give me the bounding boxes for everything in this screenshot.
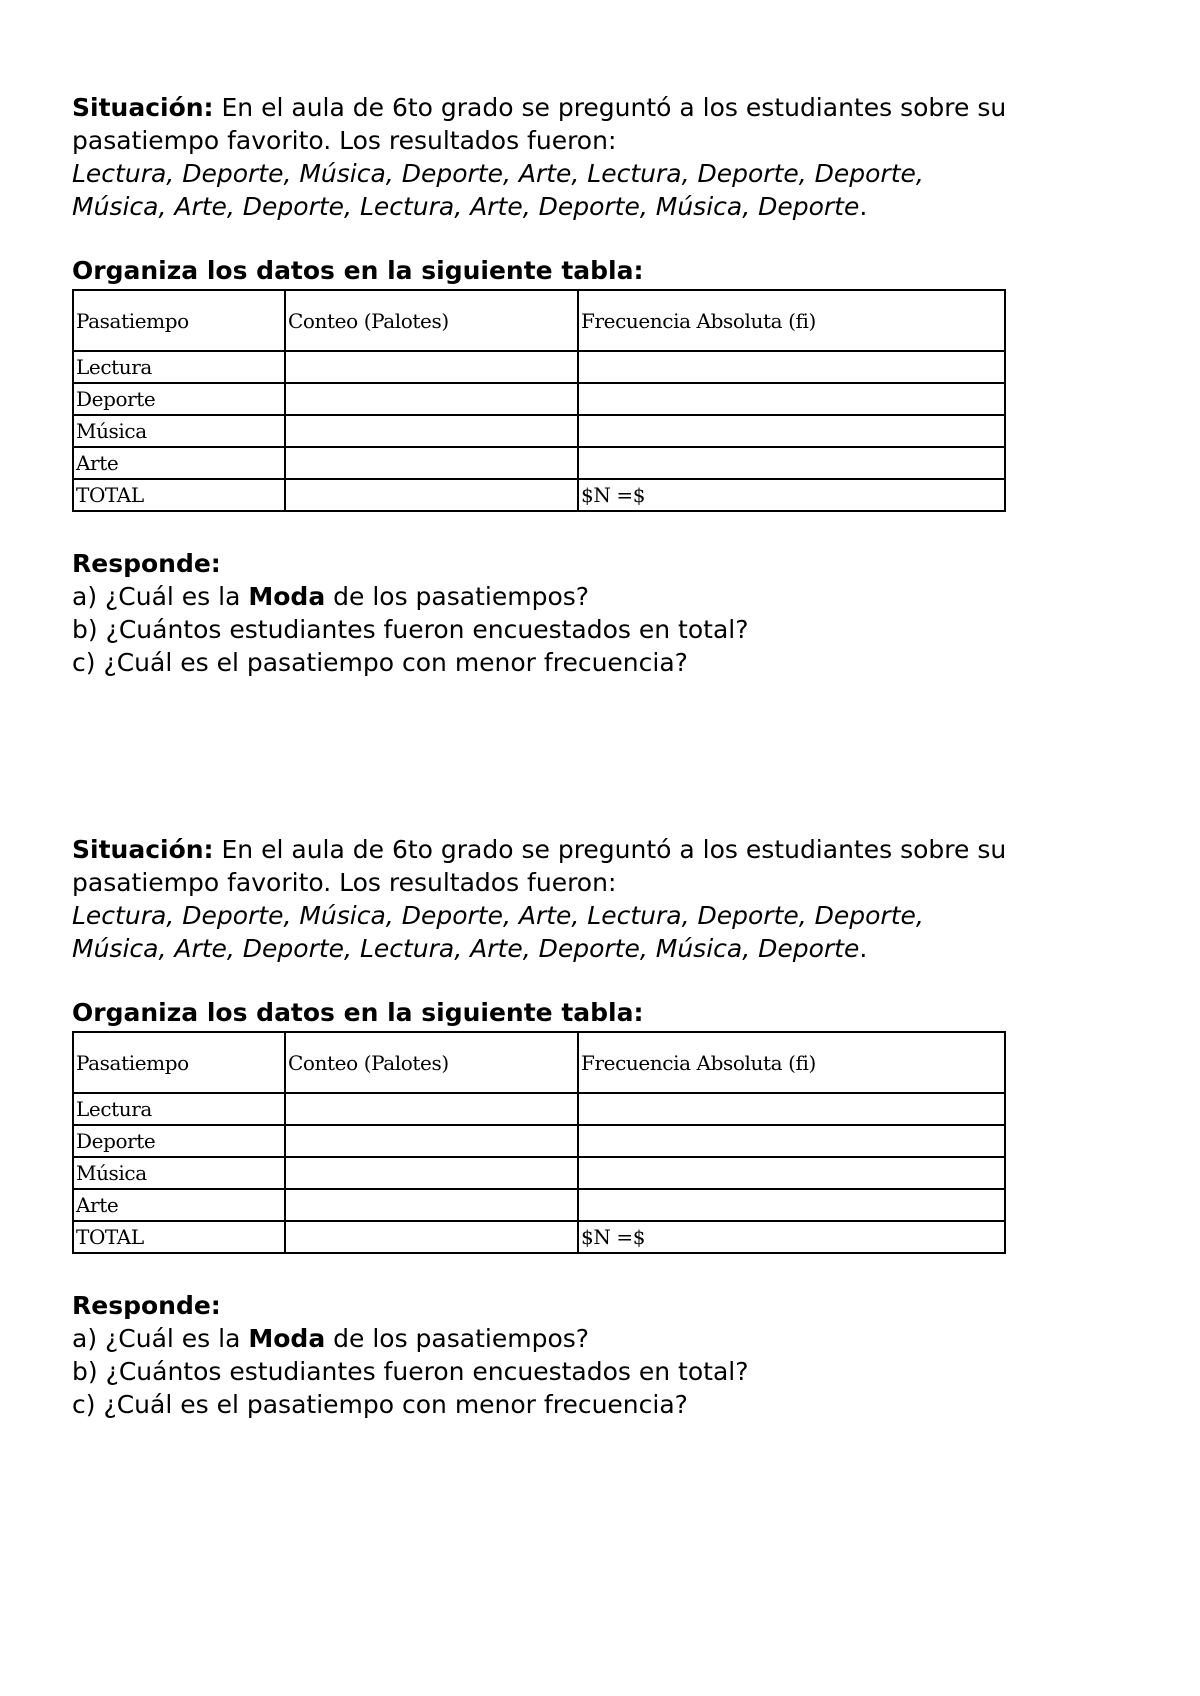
situation-label: Situación: xyxy=(72,835,214,864)
conteo-cell[interactable] xyxy=(285,1189,578,1221)
question-a-bold: Moda xyxy=(248,582,326,611)
situation-paragraph xyxy=(72,91,1006,223)
question-c: c) ¿Cuál es el pasatiempo con menor frecuencia? xyxy=(72,1390,688,1419)
respond-label: Responde: xyxy=(72,1291,221,1320)
frecuencia-cell[interactable] xyxy=(578,447,1005,479)
questions-section xyxy=(72,1289,749,1421)
header-pasatiempo: Pasatiempo xyxy=(73,290,285,351)
row-label: Arte xyxy=(73,447,285,479)
row-label: TOTAL xyxy=(73,1221,285,1253)
data-list-line1: Lectura, Deporte, Música, Deporte, Arte, Lectura, Deporte, Deporte, xyxy=(72,901,924,930)
table-total-row xyxy=(73,1221,1005,1253)
table-total-row xyxy=(73,479,1005,511)
frequency-table xyxy=(72,1031,1006,1254)
data-list-end: . xyxy=(859,192,868,221)
data-list-line2: Música, Arte, Deporte, Lectura, Arte, Deporte, Música, Deporte xyxy=(72,192,860,221)
question-a-bold: Moda xyxy=(248,1324,326,1353)
situation-label: Situación: xyxy=(72,93,214,122)
row-label: Deporte xyxy=(73,1125,285,1157)
conteo-cell[interactable] xyxy=(285,1221,578,1253)
frecuencia-cell[interactable] xyxy=(578,415,1005,447)
header-frecuencia: Frecuencia Absoluta (fi) xyxy=(578,1032,1005,1093)
frequency-table xyxy=(72,289,1006,512)
frecuencia-cell[interactable] xyxy=(578,1189,1005,1221)
situation-text-line2: pasatiempo favorito. Los resultados fueron: xyxy=(72,126,617,155)
table-row xyxy=(73,1125,1005,1157)
table-row xyxy=(73,415,1005,447)
data-list-end: . xyxy=(859,934,868,963)
table-header-row xyxy=(73,1032,1005,1093)
header-pasatiempo: Pasatiempo xyxy=(73,1032,285,1093)
table-row xyxy=(73,351,1005,383)
situation-text-line1: En el aula de 6to grado se preguntó a los estudiantes sobre su xyxy=(213,93,1007,122)
frecuencia-cell[interactable] xyxy=(578,1157,1005,1189)
question-a-suffix: de los pasatiempos? xyxy=(325,582,590,611)
question-b: b) ¿Cuántos estudiantes fueron encuestados en total? xyxy=(72,615,749,644)
table-row xyxy=(73,1157,1005,1189)
table-row xyxy=(73,1093,1005,1125)
row-label: Lectura xyxy=(73,1093,285,1125)
conteo-cell[interactable] xyxy=(285,1093,578,1125)
question-a xyxy=(72,580,749,613)
frecuencia-cell[interactable] xyxy=(578,383,1005,415)
header-frecuencia: Frecuencia Absoluta (fi) xyxy=(578,290,1005,351)
conteo-cell[interactable] xyxy=(285,447,578,479)
row-label: Lectura xyxy=(73,351,285,383)
questions-section xyxy=(72,547,749,679)
question-c: c) ¿Cuál es el pasatiempo con menor frecuencia? xyxy=(72,648,688,677)
row-label: Música xyxy=(73,1157,285,1189)
header-conteo: Conteo (Palotes) xyxy=(285,1032,578,1093)
row-label: Arte xyxy=(73,1189,285,1221)
total-frecuencia-cell[interactable]: $N =$ xyxy=(578,1221,1005,1253)
table-row xyxy=(73,1189,1005,1221)
row-label: Música xyxy=(73,415,285,447)
header-conteo: Conteo (Palotes) xyxy=(285,290,578,351)
situation-paragraph xyxy=(72,833,1006,965)
row-label: TOTAL xyxy=(73,479,285,511)
respond-label: Responde: xyxy=(72,549,221,578)
situation-text-line2: pasatiempo favorito. Los resultados fueron: xyxy=(72,868,617,897)
data-list-line2: Música, Arte, Deporte, Lectura, Arte, Deporte, Música, Deporte xyxy=(72,934,860,963)
situation-text-line1: En el aula de 6to grado se preguntó a los estudiantes sobre su xyxy=(213,835,1007,864)
frecuencia-cell[interactable] xyxy=(578,1125,1005,1157)
table-instruction: Organiza los datos en la siguiente tabla: xyxy=(72,998,644,1027)
table-row xyxy=(73,447,1005,479)
conteo-cell[interactable] xyxy=(285,383,578,415)
frecuencia-cell[interactable] xyxy=(578,1093,1005,1125)
conteo-cell[interactable] xyxy=(285,415,578,447)
table-instruction: Organiza los datos en la siguiente tabla: xyxy=(72,256,644,285)
question-a xyxy=(72,1322,749,1355)
question-a-prefix: a) ¿Cuál es la xyxy=(72,582,249,611)
frecuencia-cell[interactable] xyxy=(578,351,1005,383)
table-header-row xyxy=(73,290,1005,351)
question-b: b) ¿Cuántos estudiantes fueron encuestados en total? xyxy=(72,1357,749,1386)
conteo-cell[interactable] xyxy=(285,351,578,383)
worksheet-1 xyxy=(72,91,1162,691)
question-a-prefix: a) ¿Cuál es la xyxy=(72,1324,249,1353)
data-list-line1: Lectura, Deporte, Música, Deporte, Arte, Lectura, Deporte, Deporte, xyxy=(72,159,924,188)
question-a-suffix: de los pasatiempos? xyxy=(325,1324,590,1353)
total-frecuencia-cell[interactable]: $N =$ xyxy=(578,479,1005,511)
conteo-cell[interactable] xyxy=(285,1125,578,1157)
conteo-cell[interactable] xyxy=(285,479,578,511)
conteo-cell[interactable] xyxy=(285,1157,578,1189)
table-row xyxy=(73,383,1005,415)
worksheet-2 xyxy=(72,833,1162,1433)
row-label: Deporte xyxy=(73,383,285,415)
